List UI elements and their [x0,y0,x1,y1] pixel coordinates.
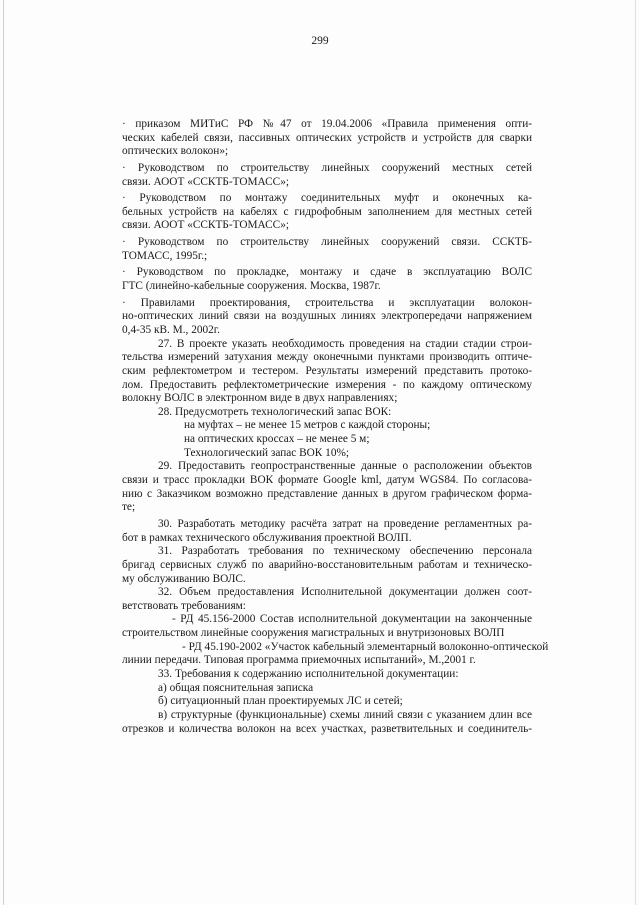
body-text [122,118,549,736]
text-line: ветствовать требованиям: [122,599,246,612]
text-line: · Руководством по монтажу соединительных муфт и оконечных ка- [122,192,532,205]
text-line: на муфтах – не менее 15 метров с каждой стороны; [184,419,431,432]
text-line: · Руководством по прокладке, монтажу и сдаче в эксплуатацию ВОЛС [122,266,532,279]
text-line: 0,4-35 кВ. М., 2002г. [122,323,220,336]
text-line: строительством линейные сооружения магистральных и внутризоновых ВОЛП [122,627,505,640]
text-line: · Правилами проектирования, строительства и эксплуатации волокон- [122,296,532,309]
text-line: 32. Объем предоставления Исполнительной документации должен соот- [158,586,532,599]
text-line: а) общая пояснительная записка [158,681,314,694]
text-line: 30. Разработать методику расчёта затрат на проведение регламентных ра- [158,517,532,530]
page-left-edge [3,0,4,905]
text-line: ческих кабелей связи, пассивных оптических устройств и устройств для сварки [122,131,532,144]
text-line: связи и трасс прокладки ВОК формате Google kml, датум WGS84. По согласова- [122,474,532,487]
text-line: 33. Требования к содержанию исполнительной документации: [158,667,459,680]
text-line: - РД 45.190-2002 «Участок кабельный элементарный волоконно-оптической [182,640,549,653]
text-line: в) структурные (функциональные) схемы линий связи с указанием длин все [158,708,532,721]
text-line: б) ситуационный план проектируемых ЛС и сетей; [158,695,403,708]
text-line: связи. АООТ «ССКТБ-ТОМАСС»; [122,175,289,188]
text-line: · Руководством по строительству линейных сооружений связи. ССКТБ- [122,236,532,249]
text-line: ГТС (линейно-кабельные сооружения. Москва, 1987г. [122,280,381,293]
text-line: лом. Предоставить рефлектометрические измерения - по каждому оптическому [122,378,532,391]
text-line: волокну ВОЛС в электронном виде в двух направлениях; [122,392,398,405]
page-number: 299 [311,35,329,47]
text-line: му обслуживанию ВОЛС. [122,572,246,585]
text-line: - РД 45.156-2000 Состав исполнительной документации на законченные [172,613,532,626]
text-line: но-оптических линий связи на воздушных линиях электропередачи напряжением [122,310,532,323]
text-line: бельных устройств на кабелях с гидрофобным заполнением для местных сетей [122,205,532,218]
text-line: те; [122,501,136,514]
text-line: 31. Разработать требования по техническому обеспечению персонала [158,545,532,558]
text-line: ским рефлектометром и тестером. Результаты измерений представить протоко- [122,364,532,377]
text-line: бригад сервисных служб по аварийно-восстановительным работам и техническо- [122,558,532,571]
text-line: тельства измерений затухания между оконечными пунктами производить оптиче- [122,351,532,364]
text-line: нию с Заказчиком возможно представление данных в другом графическом форма- [122,487,532,500]
text-line: Технологический запас ВОК 10%; [184,446,350,459]
text-line: · приказом МИТиС РФ №47 от 19.04.2006 «Правила применения опти- [122,118,532,130]
text-line: отрезков и количества волокон на всех участках, разветвительных и соединитель- [122,722,532,735]
text-line: · Руководством по строительству линейных сооружений местных сетей [122,161,532,174]
text-line: оптических волокон»; [122,145,229,158]
text-line: связи. АООТ «ССКТБ-ТОМАСС»; [122,219,289,232]
text-line: на оптических кроссах – не менее 5 м; [184,433,370,446]
text-line: линии передачи. Типовая программа приемочных испытаний», М.,2001 г. [122,654,476,667]
text-line: бот в рамках технического обслуживания проектной ВОЛП. [122,531,412,544]
text-line: ТОМАСС, 1995г.; [122,249,208,262]
page-right-edge [635,0,636,905]
text-line: 28. Предусмотреть технологический запас ВОК: [158,405,392,418]
text-line: 29. Предоставить геопространственные данные о расположении объектов [158,460,532,473]
text-line: 27. В проекте указать необходимость проведения на стадии стадии строи- [158,337,532,350]
